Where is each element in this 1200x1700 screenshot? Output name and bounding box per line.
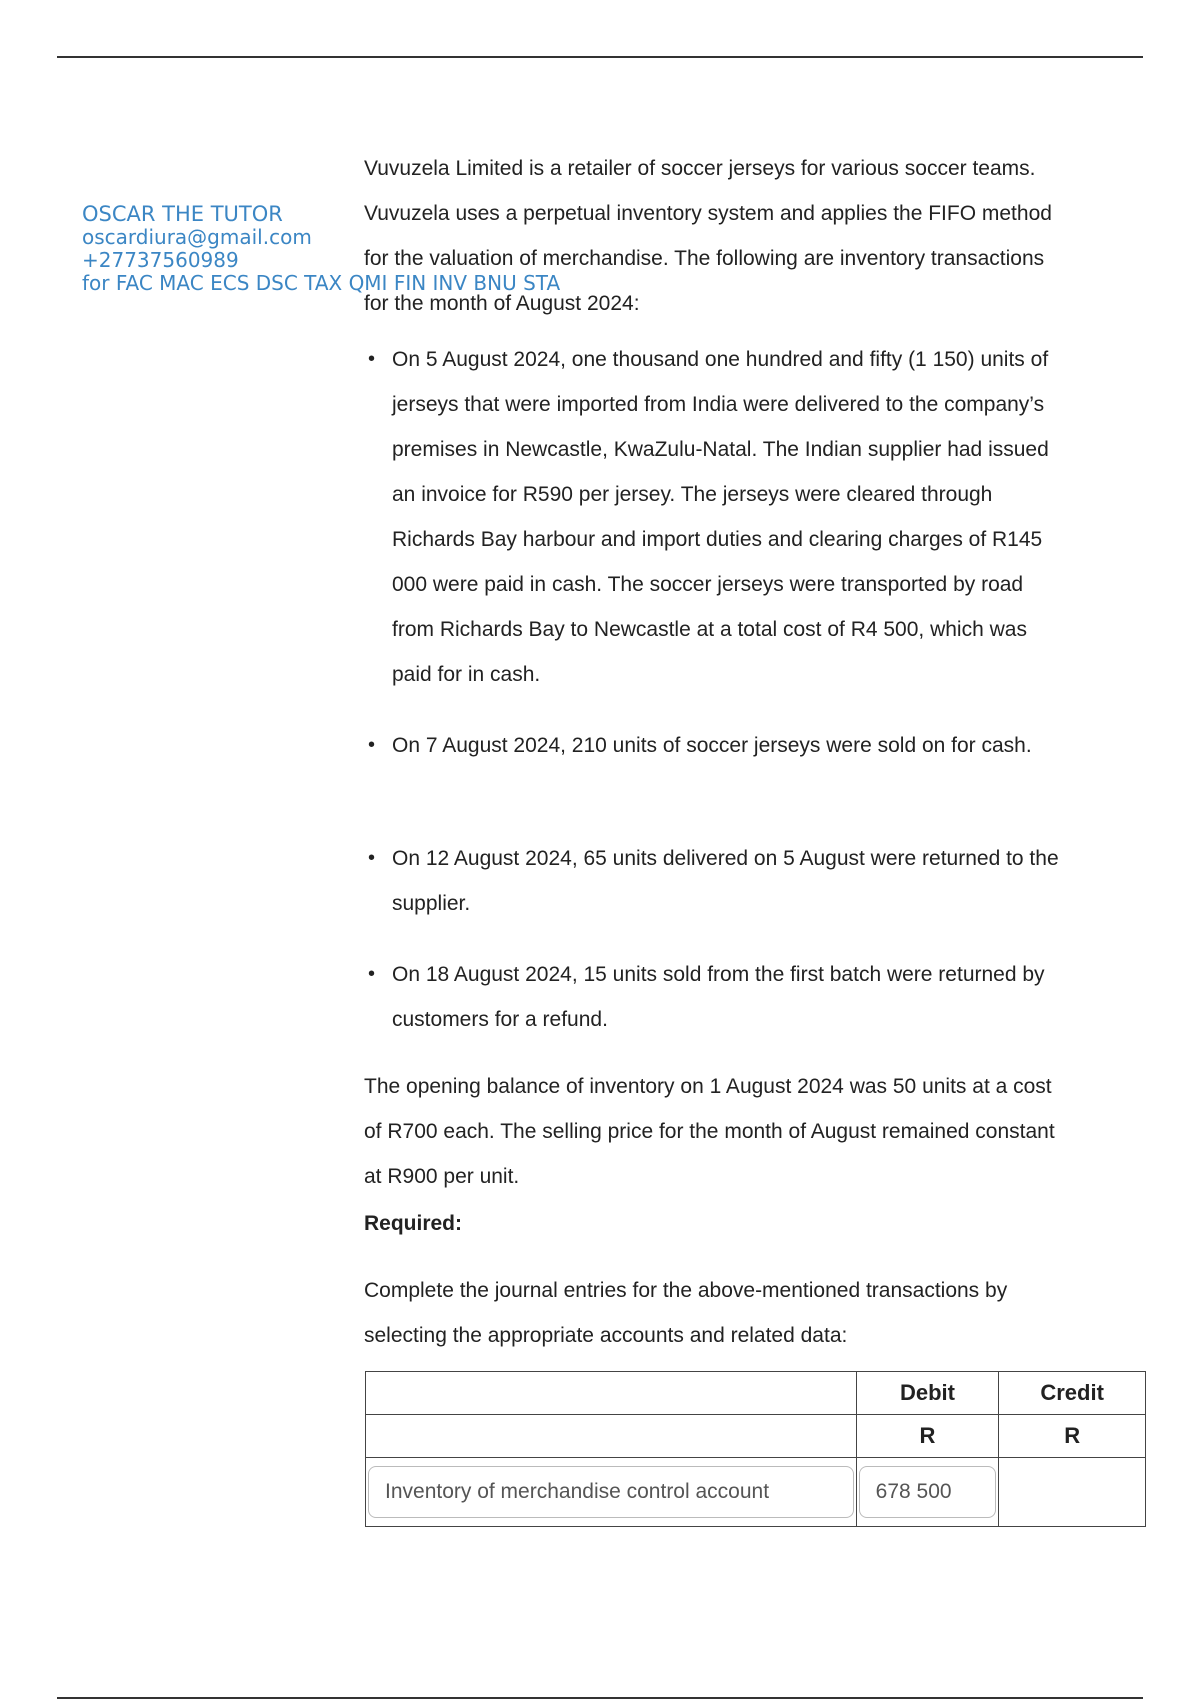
journal-unit-row — [366, 1415, 1146, 1458]
journal-table — [365, 1371, 1146, 1527]
transaction-list-3 — [364, 836, 1064, 926]
tutor-email: oscardiura@gmail.com — [82, 225, 312, 249]
tutor-name: OSCAR THE TUTOR — [82, 202, 283, 226]
transaction-list-4 — [364, 952, 1064, 1042]
header-debit: Debit — [856, 1372, 999, 1415]
transaction-list-2 — [364, 723, 1064, 768]
transaction-list-1 — [364, 337, 1064, 697]
unit-debit: R — [856, 1415, 999, 1458]
tutor-subjects: for FAC MAC ECS DSC TAX QMI FIN INV BNU STA — [82, 271, 561, 295]
unit-credit: R — [999, 1415, 1146, 1458]
bottom-rule — [57, 1697, 1143, 1699]
credit-cell — [999, 1458, 1146, 1527]
transaction-item: • On 18 August 2024, 15 units sold from the first batch were returned by customers for a refund. — [364, 952, 1064, 1042]
account-select[interactable]: Inventory of merchandise control account — [368, 1466, 854, 1518]
journal-header-row — [366, 1372, 1146, 1415]
debit-amount-field[interactable]: 678 500 — [859, 1466, 997, 1518]
transaction-item: • On 12 August 2024, 65 units delivered on 5 August were returned to the supplier. — [364, 836, 1064, 926]
header-credit: Credit — [999, 1372, 1146, 1415]
unit-blank — [366, 1415, 857, 1458]
journal-entry-row — [366, 1458, 1146, 1527]
debit-cell — [856, 1458, 999, 1527]
opening-balance-paragraph: The opening balance of inventory on 1 August 2024 was 50 units at a cost of R700 each. The selling price for the month of August remained constant at R900 per unit. — [364, 1075, 1055, 1188]
header-blank — [366, 1372, 857, 1415]
intro-paragraph: Vuvuzela Limited is a retailer of soccer jerseys for various soccer teams. Vuvuzela uses a perpetual inventory system and applies the FIFO method for the valuation of merchandise. The following are inventory transactions for the month of August 2024: — [364, 157, 1052, 315]
account-cell — [366, 1458, 857, 1527]
instruction-paragraph: Complete the journal entries for the above-mentioned transactions by selecting the appropriate accounts and related data: — [364, 1279, 1008, 1347]
required-heading: Required: — [364, 1212, 463, 1235]
transaction-item: • On 7 August 2024, 210 units of soccer jerseys were sold on for cash. — [364, 723, 1064, 768]
tutor-phone: +27737560989 — [82, 248, 239, 272]
transaction-item: • On 5 August 2024, one thousand one hundred and fifty (1 150) units of jerseys that were imported from India were delivered to the company’s premises in Newcastle, KwaZulu-Natal. The Indian supplier had issued an invoice for R590 per jersey. The jerseys were cleared through Richards Bay harbour and import duties and clearing charges of R145 000 were paid in cash. The soccer jerseys were transported by road from Richards Bay to Newcastle at a total cost of R4 500, which was paid for in cash. — [364, 337, 1064, 697]
top-rule — [57, 56, 1143, 58]
